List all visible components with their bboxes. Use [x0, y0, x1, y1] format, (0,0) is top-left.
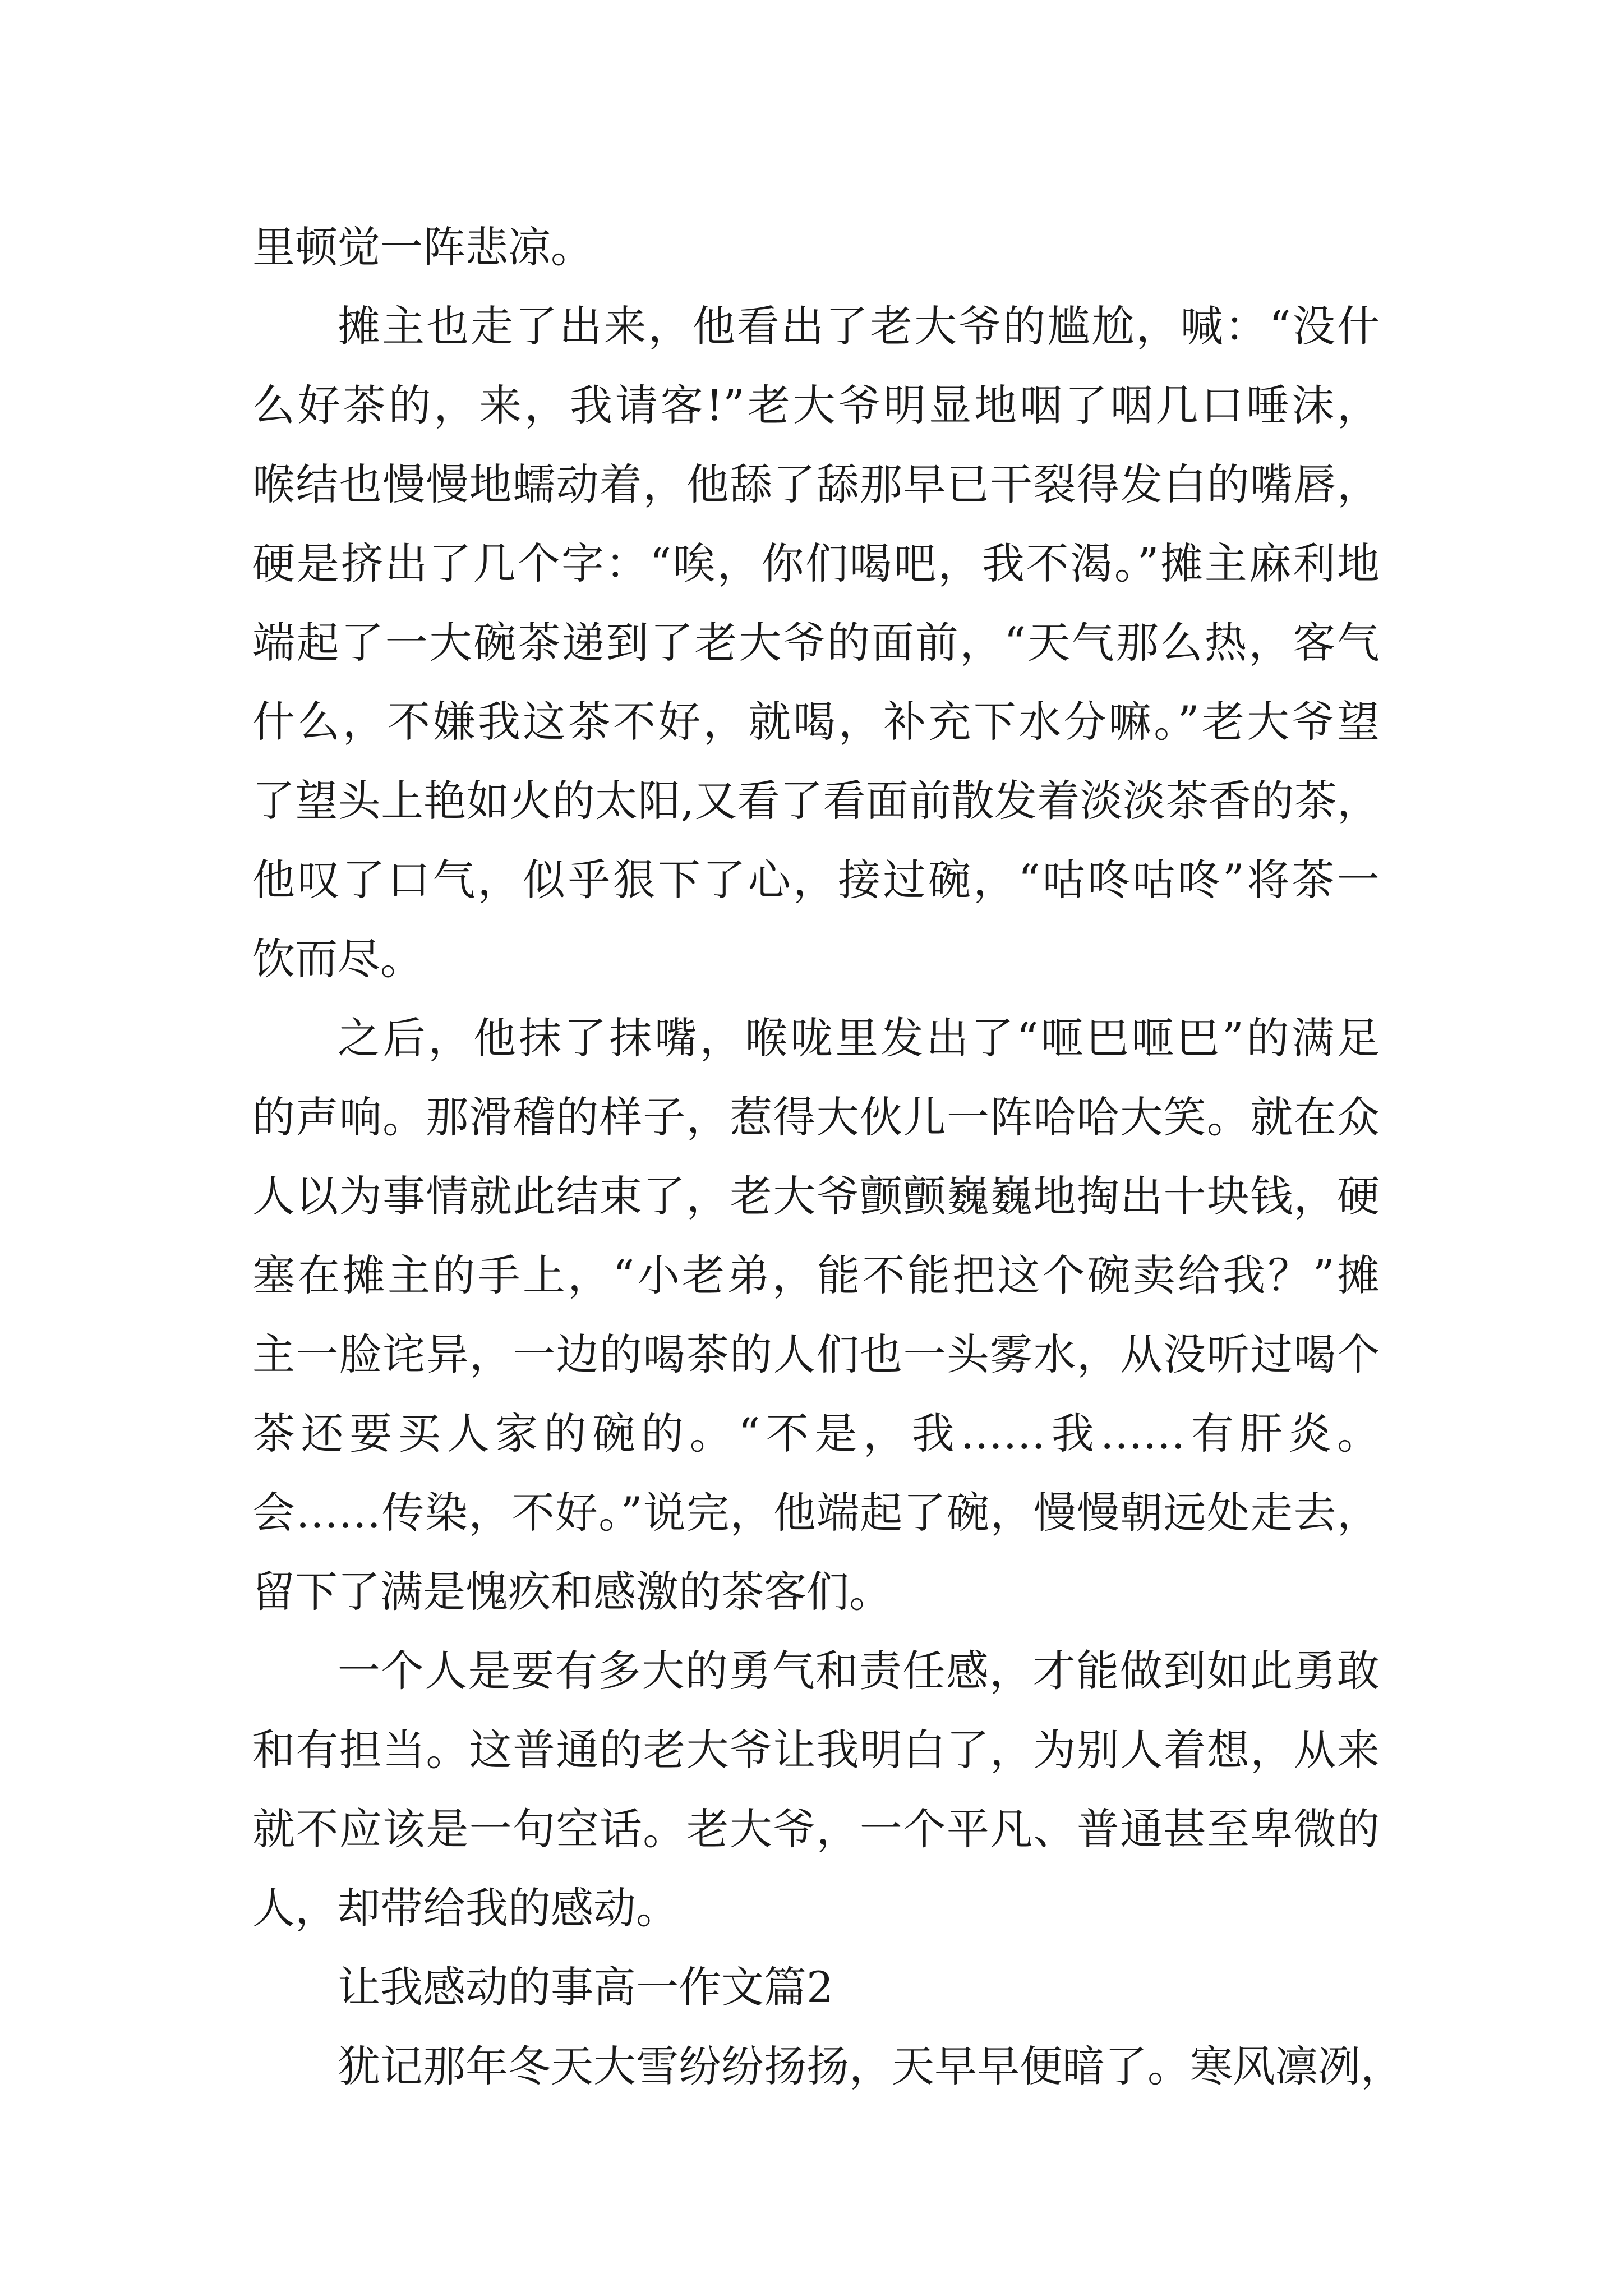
text-line: 之后，他抹了抹嘴，喉咙里发出了“咂巴咂巴”的满足 — [338, 1013, 1380, 1063]
text-line: 饮而尽。 — [252, 934, 423, 984]
text-line: 一个人是要有多大的勇气和责任感，才能做到如此勇敢 — [338, 1646, 1380, 1696]
text-line: 和有担当。这普通的老大爷让我明白了，为别人着想，从来 — [252, 1725, 1380, 1775]
text-line: 人，却带给我的感动。 — [252, 1883, 679, 1933]
text-line: 让我感动的事高一作文篇2 — [338, 1962, 834, 2012]
text-line: 摊主也走了出来，他看出了老大爷的尴尬，喊：“没什 — [338, 301, 1380, 351]
text-line: 会……传染，不好。”说完，他端起了碗，慢慢朝远处走去， — [252, 1488, 1380, 1538]
text-line: 犹记那年冬天大雪纷纷扬扬，天早早便暗了。寒风凛冽， — [338, 2041, 1403, 2091]
text-line: 主一脸诧异，一边的喝茶的人们也一头雾水，从没听过喝个 — [252, 1329, 1380, 1379]
text-line: 的声响。那滑稽的样子，惹得大伙儿一阵哈哈大笑。就在众 — [252, 1092, 1380, 1142]
text-line: 里顿觉一阵悲凉。 — [252, 222, 593, 272]
text-line: 塞在摊主的手上，“小老弟，能不能把这个碗卖给我？”摊 — [252, 1250, 1380, 1300]
text-line: 硬是挤出了几个字：“唉，你们喝吧，我不渴。”摊主麻利地 — [252, 539, 1380, 588]
text-line: 就不应该是一句空话。老大爷，一个平凡、普通甚至卑微的 — [252, 1804, 1380, 1854]
text-line: 留下了满是愧疚和感激的茶客们。 — [252, 1567, 892, 1617]
text-line: 他叹了口气，似乎狠下了心，接过碗，“咕咚咕咚”将茶一 — [252, 855, 1380, 905]
essay-body — [252, 208, 1403, 2106]
text-line: 喉结也慢慢地蠕动着，他舔了舔那早已干裂得发白的嘴唇， — [252, 459, 1380, 509]
text-line: 端起了一大碗茶递到了老大爷的面前，“天气那么热，客气 — [252, 618, 1380, 668]
text-line: 么好茶的，来，我请客!”老大爷明显地咽了咽几口唾沫， — [252, 380, 1380, 430]
text-line: 什么，不嫌我这茶不好，就喝，补充下水分嘛。”老大爷望 — [252, 697, 1380, 747]
text-line: 了望头上艳如火的太阳,又看了看面前散发着淡淡茶香的茶， — [252, 776, 1380, 826]
text-line: 茶还要买人家的碗的。“不是，我……我……有肝炎。 — [252, 1409, 1380, 1458]
text-line: 人以为事情就此结束了，老大爷颤颤巍巍地掏出十块钱，硬 — [252, 1171, 1380, 1221]
